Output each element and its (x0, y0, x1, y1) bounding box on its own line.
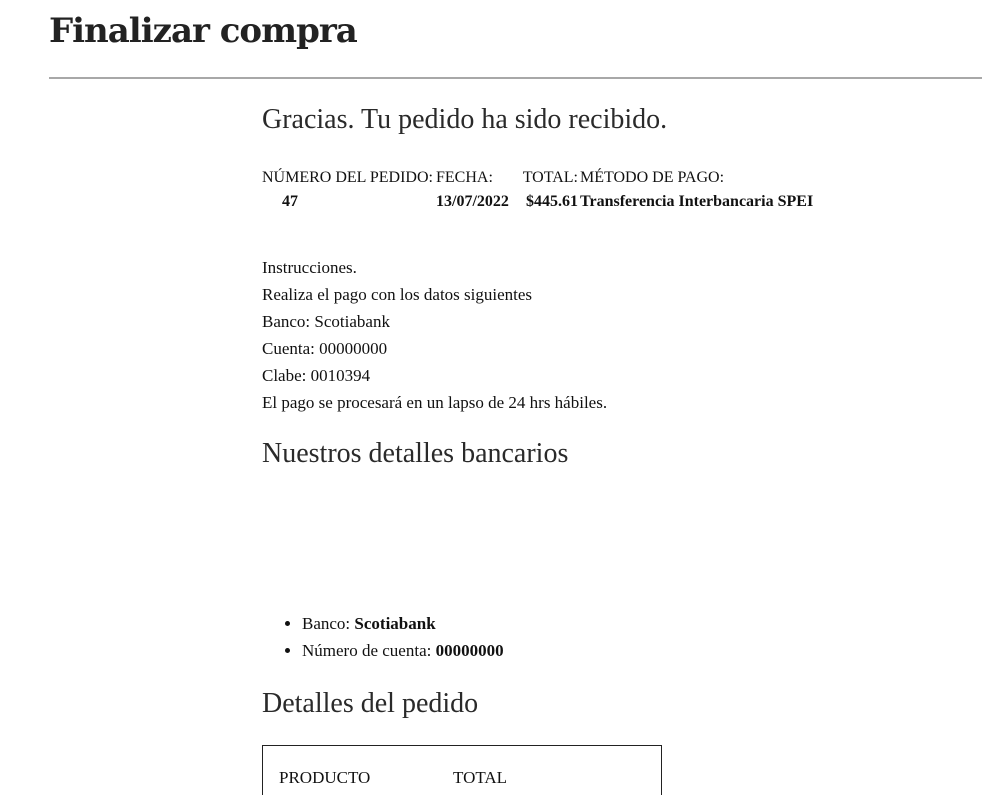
order-details-heading: Detalles del pedido (262, 688, 479, 719)
order-total-value: $445.61 (526, 193, 578, 210)
order-received-message: Gracias. Tu pedido ha sido recibido. (262, 104, 668, 135)
instructions-line: Instrucciones. (262, 258, 357, 277)
column-header-product: PRODUCTO (279, 768, 371, 787)
payment-method-label: MÉTODO DE PAGO: (580, 169, 725, 186)
payment-method-value: Transferencia Interbancaria SPEI (580, 193, 814, 210)
order-overview (262, 166, 813, 214)
order-number (262, 166, 436, 214)
order-total-label: TOTAL: (522, 169, 578, 186)
order-date-label: FECHA: (436, 169, 493, 186)
instructions-line: Realiza el pago con los datos siguientes (262, 285, 533, 304)
order-details-table (262, 745, 662, 795)
order-number-value: 47 (282, 193, 298, 210)
instructions-line: Clabe: 0010394 (262, 366, 371, 385)
order-date (436, 166, 520, 214)
order-date-value: 13/07/2022 (436, 193, 509, 210)
instructions-line: El pago se procesará en un lapso de 24 hrs hábiles. (262, 393, 608, 412)
order-total (520, 166, 578, 214)
account-number-value: 00000000 (435, 641, 504, 660)
payment-instructions (262, 254, 607, 416)
bank-name-label: Banco: (302, 614, 351, 633)
order-received-content (262, 100, 962, 787)
title-divider (49, 77, 982, 79)
bank-details-heading: Nuestros detalles bancarios (262, 438, 569, 469)
order-number-label: NÚMERO DEL PEDIDO: (262, 169, 433, 186)
page-title: Finalizar compra (49, 11, 357, 51)
bank-details-list (262, 610, 504, 664)
instructions-line: Cuenta: 00000000 (262, 339, 388, 358)
bank-name-value: Scotiabank (354, 614, 436, 633)
bank-details-item (302, 637, 504, 664)
payment-method (578, 166, 813, 214)
account-number-label: Número de cuenta: (302, 641, 432, 660)
column-header-total: TOTAL (453, 768, 508, 787)
instructions-line: Banco: Scotiabank (262, 312, 390, 331)
bank-details-item (302, 610, 504, 637)
